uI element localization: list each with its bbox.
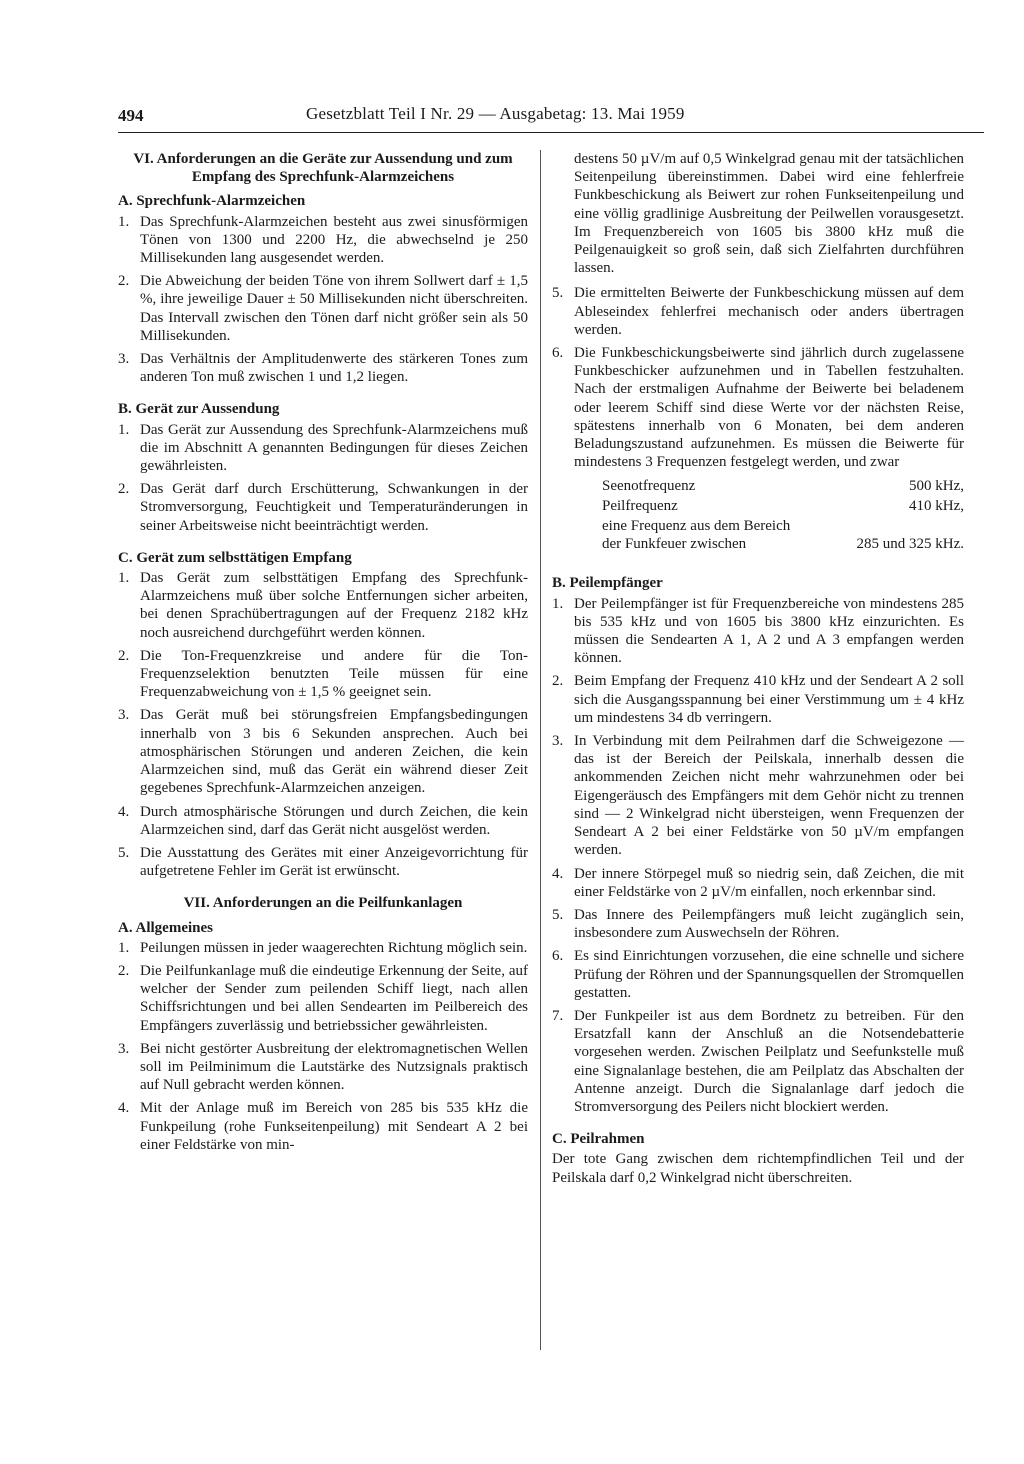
list-item — [118, 213, 528, 268]
continued-paragraph: destens 50 µV/m auf 0,5 Winkelgrad genau mit der tatsächlichen Seitenpeilung übereinstimmen. Dabei wird eine fehlerfreie Funkbeschickung als Beiwert zur rohen Funkseitenpeilung und eine völlig gradlinige Ausbreitung der Peilwellen vorausgesetzt. Im Frequenzbereich von 1605 bis 3800 kHz muß die Peilgenauigkeit so groß sein, daß sich Zielfahrten durchführen lassen. — [574, 151, 964, 277]
item-number: 2. — [118, 481, 130, 498]
item-number: 3. — [552, 733, 564, 750]
table-row — [602, 496, 964, 516]
item-number: 2. — [118, 647, 130, 664]
item-number: 5. — [552, 906, 564, 923]
item-text: In Verbindung mit dem Peilrahmen darf die Schweigezone — das ist der Bereich der Peilskala, innerhalb dessen die ankommenden Zeichen nicht mehr wahrzunehmen oder bei Eigengeräusch des Empfängers mit dem Gehör nicht zu trennen sind — 2 Winkelgrad nicht übersteigen, wenn Frequenzen der Sendeart A 2 bei einer Feldstärke von 50 µV/m empfangen werden. — [574, 733, 964, 859]
item-number: 6. — [552, 948, 564, 965]
item-number: 4. — [118, 1100, 130, 1117]
item-text: Mit der Anlage muß im Bereich von 285 bis 535 kHz die Funkpeilung (rohe Funkseitenpeilung) mit Sendeart A 2 bei einer Feldstärke von min- — [140, 1100, 528, 1153]
list-item — [118, 569, 528, 642]
list-item — [118, 844, 528, 880]
table-cell: 500 kHz, — [909, 478, 964, 495]
item-text: Der Peilempfänger ist für Frequenzbereiche von mindestens 285 bis 535 kHz und von 1605 bis 3800 kHz einzurichten. Es müssen die Sendearten A 1, A 2 und A 3 empfangen werden können. — [574, 595, 964, 667]
item-text: Es sind Einrichtungen vorzusehen, die eine schnelle und sichere Prüfung der Röhren und der Spannungsquellen der Stromquellen gestatten. — [574, 948, 964, 1001]
item-text: Das Gerät zur Aussendung des Sprechfunk-Alarmzeichens muß die im Abschnitt A genannten Bedingungen für dieses Zeichen gewährleisten. — [140, 421, 528, 475]
list-item — [118, 647, 528, 702]
item-text: Das Sprechfunk-Alarmzeichen besteht aus zwei sinusförmigen Tönen von 1300 und 2200 Hz, die abwechselnd je 250 Millisekunden lang ausgesendet werden. — [140, 213, 528, 267]
frequency-table — [602, 476, 964, 554]
list-item — [118, 706, 528, 797]
item-number: 5. — [552, 285, 564, 302]
list-item — [118, 421, 528, 476]
subsection-c-title: C. Peilrahmen — [552, 1131, 645, 1148]
list-item — [118, 1099, 528, 1154]
list-item — [552, 732, 964, 859]
item-text: Die Ton-Frequenzkreise und andere für die Ton-Frequenzselektion benutzten Teile müssen für eine Frequenzabweichung von ± 1,5 % geeignet sein. — [140, 647, 528, 701]
table-cell — [602, 516, 857, 554]
list-item — [552, 284, 964, 339]
page-number: 494 — [118, 106, 144, 125]
item-text: Durch atmosphärische Störungen und durch Zeichen, die kein Alarmzeichen sind, darf das Gerät nicht ausgelöst werden. — [140, 803, 528, 838]
item-number: 3. — [118, 351, 130, 368]
subsection-b-title: B. Peilempfänger — [552, 575, 663, 592]
header-title: Gesetzblatt Teil I Nr. 29 — Ausgabetag: 13. Mai 1959 — [306, 104, 685, 123]
item-text: Der Funkpeiler ist aus dem Bordnetz zu betreiben. Für den Ersatzfall kann der Anschluß an die Notsendebatterie vorgesehen werden. Zwischen Peilplatz und Seefunkstelle muß eine Signalanlage bestehen, die am Peilplatz das Abschalten der Antenne anzeigt. Durch die Signalanlage darf jedoch die Stromversorgung des Peilers nicht blockiert werden. — [574, 1007, 964, 1115]
subsection-c-title: C. Gerät zum selbsttätigen Empfang — [118, 549, 352, 566]
list-item — [118, 350, 528, 386]
item-text: Der innere Störpegel muß so niedrig sein, daß Zeichen, die mit einer Feldstärke von 2 µV/m einfallen, noch erkennbar sind. — [574, 865, 964, 900]
item-number: 1. — [118, 213, 130, 230]
list-item — [118, 1040, 528, 1095]
item-number: 7. — [552, 1007, 564, 1024]
item-number: 3. — [118, 1040, 130, 1057]
item-number: 2. — [118, 273, 130, 290]
list-item — [118, 939, 528, 957]
list-item — [118, 272, 528, 345]
item-number: 1. — [118, 570, 130, 587]
list-item — [118, 803, 528, 839]
item-number: 1. — [118, 421, 130, 438]
item-text: Beim Empfang der Frequenz 410 kHz und der Sendeart A 2 soll sich die Ausgangsspannung bei einer Verstimmung um ± 4 kHz um mindestens 34 db verringern. — [574, 673, 964, 726]
list-item — [552, 865, 964, 901]
list-item — [118, 480, 528, 535]
item-text: Die Funkbeschickungsbeiwerte sind jährlich durch zugelassene Funkbeschicker aufzunehmen und in Tabellen festzuhalten. Nach der erstmaligen Aufnahme der Beiwerte bei beladenem oder leerem Schiff sind diese Werte vor der nächsten Reise, spätestens innerhalb von 6 Monaten, bei dem anderen Beladungszustand aufzunehmen. Es müssen die Beiwerte für mindestens 3 Frequenzen festgelegt werden, und zwar — [574, 345, 964, 471]
item-text: Peilungen müssen in jeder waagerechten Richtung möglich sein. — [140, 939, 528, 956]
item-number: 1. — [118, 939, 130, 956]
column-divider — [540, 150, 541, 1350]
item-number: 6. — [552, 345, 564, 362]
list-item — [552, 906, 964, 942]
table-row — [602, 516, 964, 554]
item-text: Die Peilfunkanlage muß die eindeutige Erkennung der Seite, auf welcher der Sender zum peilenden Schiff liegt, nach allen Schiffsrichtungen und bei allen Sendearten im Peilbereich des Empfängers zuverlässig und betriebssicher gewährleisten. — [140, 962, 528, 1034]
list-item — [118, 962, 528, 1035]
item-text: Das Innere des Peilempfängers muß leicht zugänglich sein, insbesondere zum Auswechseln der Röhren. — [574, 906, 964, 942]
table-cell-line: der Funkfeuer zwischen — [602, 536, 747, 553]
list-item — [552, 344, 964, 471]
list-item — [552, 947, 964, 1002]
section-vi-title: VI. Anforderungen an die Geräte zur Aussendung und zum Empfang des Sprechfunk-Alarmzeichens — [133, 151, 513, 186]
left-column — [118, 150, 528, 1159]
item-number: 4. — [118, 803, 130, 820]
item-number: 4. — [552, 865, 564, 882]
item-text: Das Gerät darf durch Erschütterung, Schwankungen in der Stromversorgung, Feuchtigkeit und Temperaturänderungen in seiner Arbeitsweise nicht beeinträchtigt werden. — [140, 481, 528, 534]
item-text: Das Gerät muß bei störungsfreien Empfangsbedingungen innerhalb von 3 bis 6 Sekunden ansprechen. Auch bei atmosphärischen Störungen und anderen Zeichen, die kein Alarmzeichen sind, muß das Gerät ein während dieser Zeit gegebenes Sprechfunk-Alarmzeichen anzeigen. — [140, 707, 528, 797]
table-row — [602, 476, 964, 496]
list-item — [552, 672, 964, 727]
item-text: Das Gerät zum selbsttätigen Empfang des Sprechfunk-Alarmzeichens muß über solche Entfernungen sicher arbeiten, bei denen Sprachübertragungen auf der Frequenz 2182 kHz noch ausreichend durchgeführt werden können. — [140, 570, 528, 641]
item-text: Das Verhältnis der Amplitudenwerte des stärkeren Tones zum anderen Ton muß zwischen 1 und 1,2 liegen. — [140, 351, 528, 386]
section-vii-title: VII. Anforderungen an die Peilfunkanlagen — [183, 895, 463, 912]
table-cell: 285 und 325 kHz. — [856, 536, 964, 553]
item-text: Die ermittelten Beiwerte der Funkbeschickung müssen auf dem Ableseindex fehlerfrei mechanisch oder anders übertragen werden. — [574, 285, 964, 338]
subsection-a-title: A. Sprechfunk-Alarmzeichen — [118, 193, 306, 210]
table-cell-line: eine Frequenz aus dem Bereich — [602, 518, 791, 535]
page-header — [118, 104, 984, 133]
item-number: 3. — [118, 707, 130, 724]
item-text: Die Ausstattung des Gerätes mit einer Anzeigevorrichtung für aufgetretene Fehler im Gerät ist erwünscht. — [140, 844, 528, 880]
item-number: 2. — [552, 673, 564, 690]
item-number: 5. — [118, 844, 130, 861]
paragraph: Der tote Gang zwischen dem richtempfindlichen Teil und der Peilskala darf 0,2 Winkelgrad nicht überschreiten. — [552, 1151, 964, 1186]
item-text: Bei nicht gestörter Ausbreitung der elektromagnetischen Wellen soll im Peilminimum die Lautstärke des Nutzsignals praktisch auf Null gebracht werden können. — [140, 1040, 528, 1094]
subsection-b-title: B. Gerät zur Aussendung — [118, 401, 280, 418]
item-number: 2. — [118, 962, 130, 979]
list-item — [552, 595, 964, 668]
table-cell: Seenotfrequenz — [602, 478, 696, 495]
item-number: 1. — [552, 595, 564, 612]
subsection-a-title: A. Allgemeines — [118, 919, 213, 936]
table-cell: Peilfrequenz — [602, 498, 678, 515]
right-column — [552, 150, 964, 1187]
list-item — [552, 1007, 964, 1116]
table-cell: 410 kHz, — [909, 498, 964, 515]
item-text: Die Abweichung der beiden Töne von ihrem Sollwert darf ± 1,5 %, ihre jeweilige Dauer ± 50 Millisekunden nicht überschreiten. Das Intervall zwischen den Tönen darf nicht größer sein als 50 Millisekunden. — [140, 273, 528, 344]
